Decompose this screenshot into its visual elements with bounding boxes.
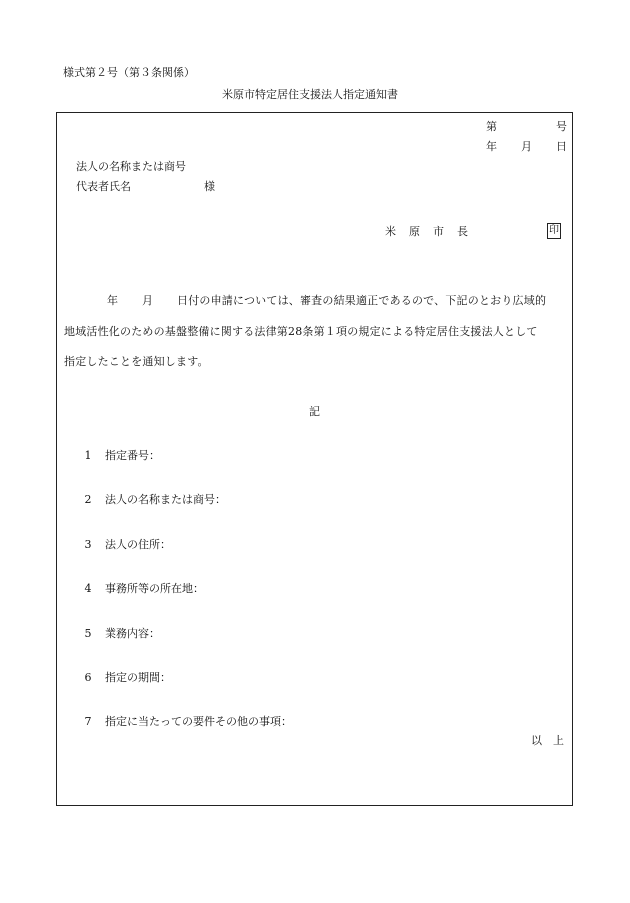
number-suffix: 号 (556, 120, 567, 133)
honorific: 様 (204, 180, 215, 193)
item-label: 法人の住所： (105, 538, 171, 551)
document-title: 米原市特定居住支援法人指定通知書 (222, 88, 398, 101)
number-prefix: 第 (486, 120, 497, 133)
item-label: 法人の名称または商号： (105, 493, 226, 506)
ki-heading: 記 (309, 405, 320, 418)
corporation-name-label: 法人の名称または商号 (76, 160, 186, 173)
item-label: 指定の期間： (105, 671, 171, 684)
item-label: 事務所等の所在地： (105, 582, 204, 595)
date-day: 日 (556, 140, 567, 153)
item-number: 5 (84, 627, 92, 640)
body-date-year: 年 (107, 294, 119, 307)
item-number: 3 (84, 538, 92, 551)
body-line-1: 日付の申請については、審査の結果適正であるので、下記のとおり広域的 (177, 294, 547, 307)
body-line-3: 指定したことを通知します。 (64, 355, 209, 368)
form-label: 様式第２号（第３条関係） (63, 66, 195, 79)
body-line-2: 地域活性化のための基盤整備に関する法律第28条第１項の規定による特定居住支援法人として (64, 325, 538, 338)
item-number: 6 (84, 671, 92, 684)
date-year: 年 (486, 140, 497, 153)
issuer-name: 米 原 市 長 (385, 225, 469, 238)
closing-ijou: 以 上 (531, 734, 564, 747)
date-month: 月 (521, 140, 532, 153)
item-label: 指定に当たっての要件その他の事項： (105, 715, 292, 728)
representative-label: 代表者氏名 (76, 180, 131, 193)
item-label: 指定番号： (105, 449, 160, 462)
body-date-month: 月 (142, 294, 154, 307)
item-number: 7 (84, 715, 92, 728)
item-number: 4 (84, 582, 92, 595)
item-number: 1 (84, 449, 92, 462)
item-label: 業務内容： (105, 627, 160, 640)
seal-mark: 印 (547, 223, 561, 239)
item-number: 2 (84, 493, 92, 506)
